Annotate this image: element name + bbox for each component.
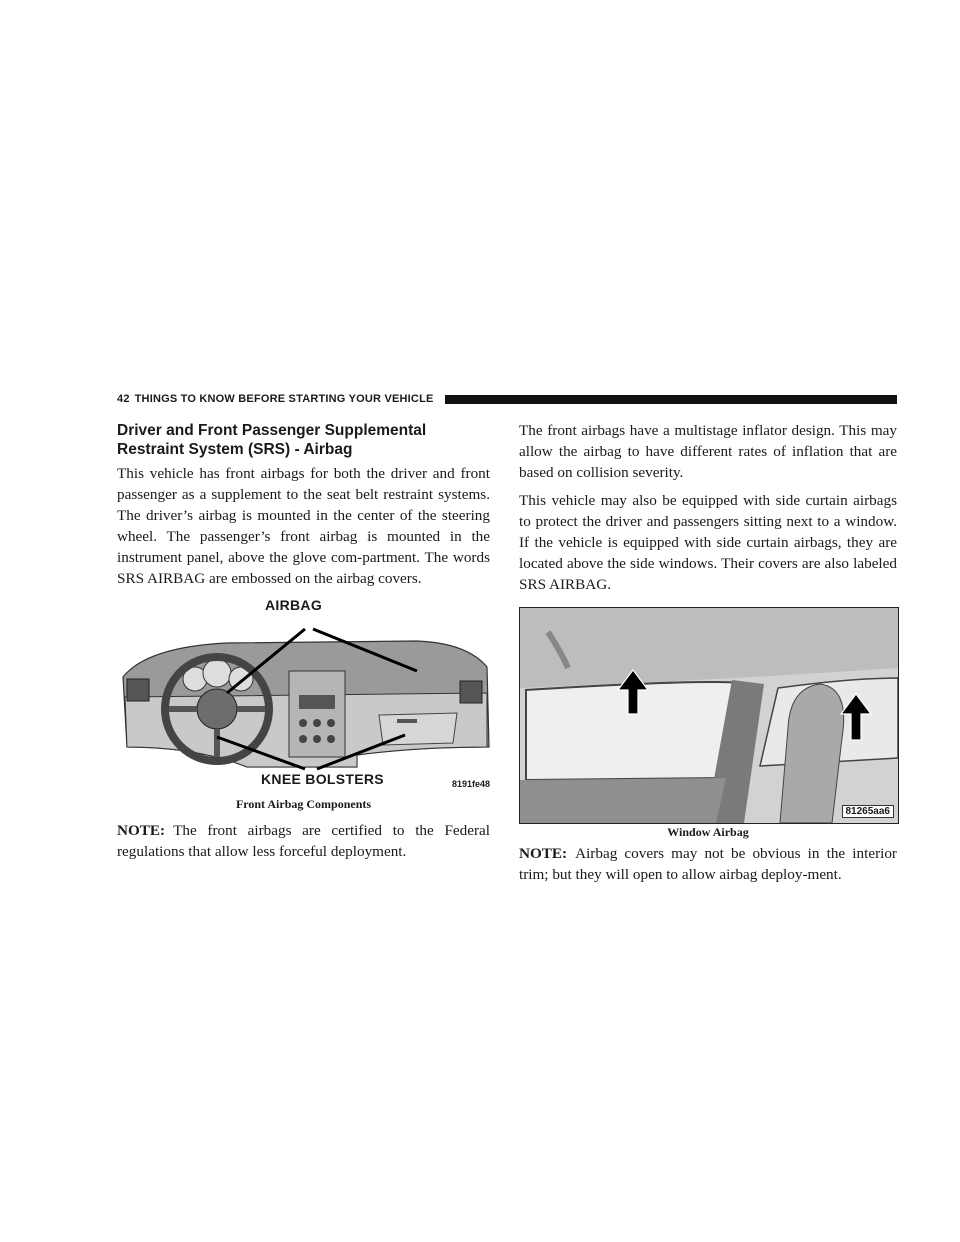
note-paragraph <box>519 844 897 886</box>
section-heading <box>117 421 490 459</box>
note-label: NOTE: <box>117 822 166 839</box>
figure-code: 8191fe48 <box>451 779 490 789</box>
header-rule <box>445 395 897 404</box>
dashboard-illustration <box>117 597 490 797</box>
figure-caption: Front Airbag Components <box>235 797 372 811</box>
right-column <box>519 421 897 894</box>
window-airbag-figure <box>519 607 899 824</box>
note-text: Airbag covers may not be obvious in the interior trim; but they will open to allow airbag deploy-ment. <box>519 845 897 884</box>
note-label: NOTE: <box>519 845 568 863</box>
heading-line-1: Driver and Front Passenger Supplemental <box>117 422 427 439</box>
side-curtain-paragraph: This vehicle may also be equipped with side curtain airbags to protect the driver and passengers sitting next to a window. If the vehicle is equipped with side curtain airbags, they are located above the side windows. Their covers are also labeled SRS AIRBAG. <box>519 492 897 593</box>
header-text <box>117 393 439 405</box>
front-airbag-figure <box>117 597 490 797</box>
page-number: 42 <box>117 393 130 405</box>
note-paragraph <box>117 820 490 862</box>
intro-paragraph: This vehicle has front airbags for both the driver and front passenger as a supplement to the seat belt restraint systems. The driver’s airbag is mounted in the center of the steering wheel. The passenger’s front airbag is mounted in the instrument panel, above the glove com-partment. The words SRS AIRBAG are embossed on the airbag covers. <box>117 465 490 587</box>
section-title: THINGS TO KNOW BEFORE STARTING YOUR VEHICLE <box>134 393 434 405</box>
knee-bolsters-label: KNEE BOLSTERS <box>261 771 384 787</box>
figure-code: 81265aa6 <box>842 805 895 818</box>
window-airbag-photo <box>520 608 898 823</box>
airbag-label: AIRBAG <box>265 597 323 613</box>
left-column <box>117 421 490 870</box>
figure-caption: Window Airbag <box>667 825 749 840</box>
note-text: The front airbags are certified to the Federal regulations that allow less forceful deployment. <box>117 822 490 860</box>
heading-line-2: Restraint System (SRS) - Airbag <box>117 441 353 458</box>
inflator-paragraph: The front airbags have a multistage inflator design. This may allow the airbag to have different rates of inflation that are based on collision severity. <box>519 422 897 481</box>
running-header <box>117 391 897 407</box>
